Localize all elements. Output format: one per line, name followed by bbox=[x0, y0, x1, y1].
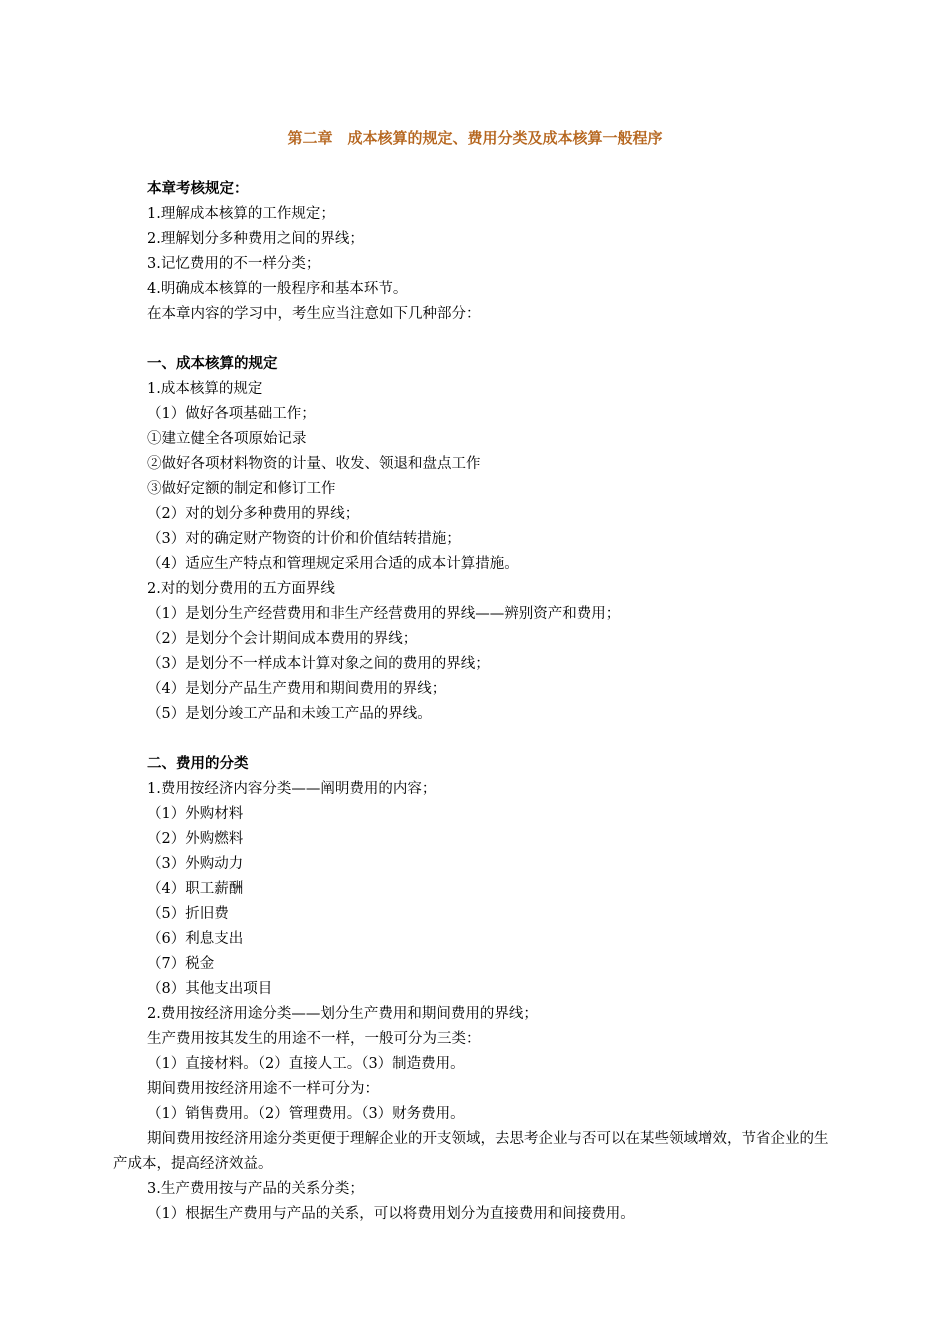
section2-line: 生产费用按其发生的用途不一样，一般可分为三类： bbox=[147, 1031, 481, 1047]
section1-line: （2）对的划分多种费用的界线； bbox=[147, 506, 360, 522]
intro-item: 4.明确成本核算的一般程序和基本环节。 bbox=[147, 281, 408, 297]
section2-line: （4）职工薪酬 bbox=[147, 881, 244, 897]
section1-line: （3）是划分不一样成本计算对象之间的费用的界线； bbox=[147, 656, 490, 672]
section1-line: （5）是划分竣工产品和未竣工产品的界线。 bbox=[147, 706, 432, 722]
section1-line: 2.对的划分费用的五方面界线 bbox=[147, 581, 335, 597]
section2-line: 1.费用按经济内容分类——阐明费用的内容； bbox=[147, 781, 437, 797]
document-body bbox=[113, 177, 837, 1227]
intro-item: 3.记忆费用的不一样分类； bbox=[147, 256, 321, 272]
section2-line: 2.费用按经济用途分类——划分生产费用和期间费用的界线； bbox=[147, 1006, 538, 1022]
section1-line: 1.成本核算的规定 bbox=[147, 381, 263, 397]
section2-line: （7）税金 bbox=[147, 956, 215, 972]
section2-line: 期间费用按经济用途不一样可分为： bbox=[147, 1081, 379, 1097]
section2-line: （6）利息支出 bbox=[147, 931, 244, 947]
section2-line: （8）其他支出项目 bbox=[147, 981, 273, 997]
section2-line: （1）直接材料。（2）直接人工。（3）制造费用。 bbox=[147, 1056, 465, 1072]
section2-line: （1）根据生产费用与产品的关系，可以将费用划分为直接费用和间接费用。 bbox=[147, 1206, 635, 1222]
intro-item: 2.理解划分多种费用之间的界线； bbox=[147, 231, 364, 247]
spacer bbox=[147, 727, 837, 752]
section1-line: （4）适应生产特点和管理规定采用合适的成本计算措施。 bbox=[147, 556, 519, 572]
section1-line: （1）是划分生产经营费用和非生产经营费用的界线——辨别资产和费用； bbox=[147, 606, 621, 622]
section1-line: ②做好各项材料物资的计量、收发、领退和盘点工作 bbox=[147, 456, 481, 472]
section1-line: ①建立健全各项原始记录 bbox=[147, 431, 307, 447]
section2-paragraph: 期间费用按经济用途分类更便于理解企业的开支领域，去思考企业与否可以在某些领域增效，节省企业的生产成本，提高经济效益。 bbox=[113, 1131, 829, 1172]
section2-line: （2）外购燃料 bbox=[147, 831, 244, 847]
section2-line: （3）外购动力 bbox=[147, 856, 244, 872]
section1-line: （4）是划分产品生产费用和期间费用的界线； bbox=[147, 681, 447, 697]
section2-line: 3.生产费用按与产品的关系分类； bbox=[147, 1181, 364, 1197]
section1-line: ③做好定额的制定和修订工作 bbox=[147, 481, 336, 497]
spacer bbox=[147, 327, 837, 352]
section1-line: （2）是划分个会计期间成本费用的界线； bbox=[147, 631, 418, 647]
section1-line: （1）做好各项基础工作； bbox=[147, 406, 316, 422]
intro-item: 在本章内容的学习中，考生应当注意如下几种部分： bbox=[147, 306, 481, 322]
section2-heading: 二、费用的分类 bbox=[147, 756, 249, 772]
section1-line: （3）对的确定财产物资的计价和价值结转措施； bbox=[147, 531, 461, 547]
intro-heading: 本章考核规定： bbox=[147, 181, 249, 197]
section2-line: （1）外购材料 bbox=[147, 806, 244, 822]
intro-item: 1.理解成本核算的工作规定； bbox=[147, 206, 335, 222]
section2-line: （1）销售费用。（2）管理费用。（3）财务费用。 bbox=[147, 1106, 465, 1122]
chapter-title: 第二章 成本核算的规定、费用分类及成本核算一般程序 bbox=[287, 129, 663, 147]
section2-line: （5）折旧费 bbox=[147, 906, 229, 922]
section1-heading: 一、成本核算的规定 bbox=[147, 356, 278, 372]
